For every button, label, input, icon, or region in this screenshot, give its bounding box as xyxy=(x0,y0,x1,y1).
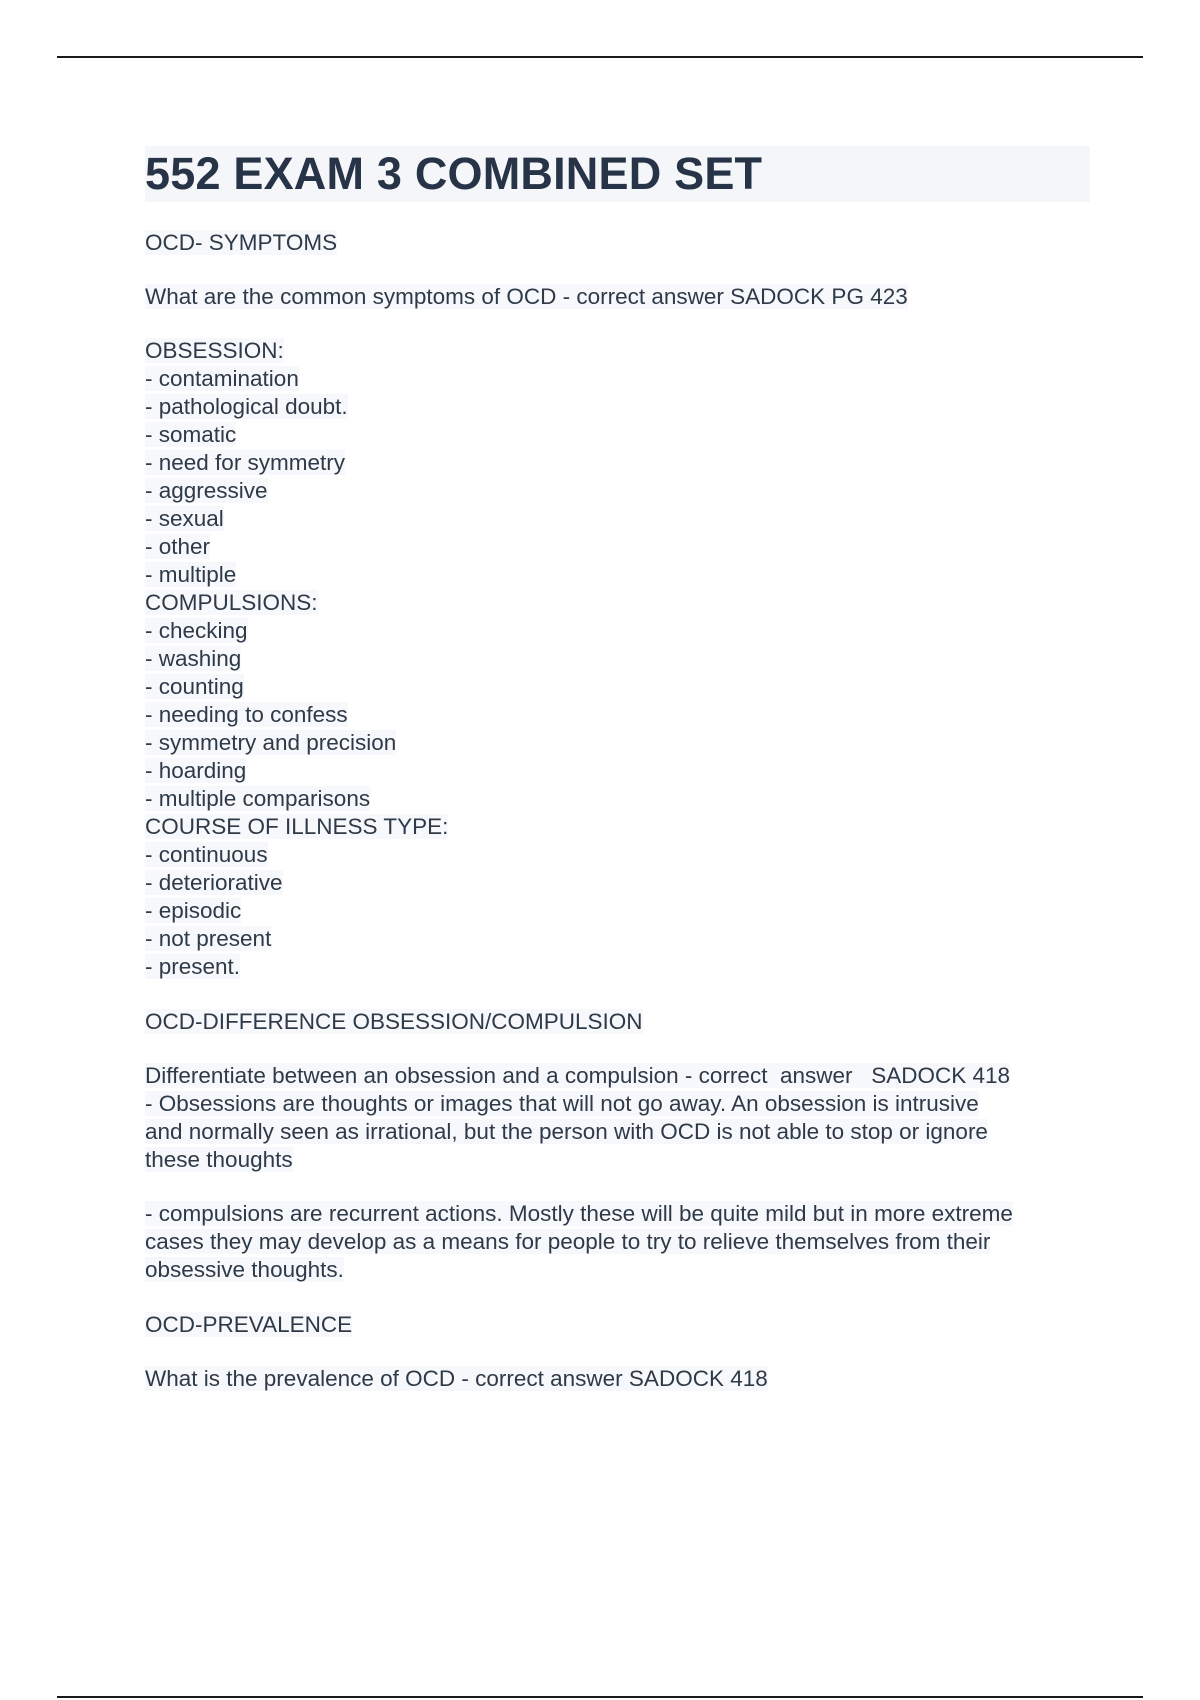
answer-line: - aggressive xyxy=(145,478,268,503)
section-ocd-difference xyxy=(145,1008,1090,1284)
answer-list xyxy=(145,337,1090,981)
section-ocd-symptoms xyxy=(145,229,1090,981)
top-rule xyxy=(57,56,1143,58)
bottom-rule xyxy=(57,1696,1143,1698)
section-ocd-prevalence xyxy=(145,1311,1090,1393)
question-line: and normally seen as irrational, but the person with OCD is not able to stop or ignore xyxy=(145,1119,988,1144)
answer-line: - multiple comparisons xyxy=(145,786,371,811)
answer-line: OBSESSION: xyxy=(145,338,284,363)
answer-line: - deteriorative xyxy=(145,870,283,895)
answer-line: - hoarding xyxy=(145,758,247,783)
answer-line: - symmetry and precision xyxy=(145,730,397,755)
answer-line: - counting xyxy=(145,674,244,699)
paragraph-line: obsessive thoughts. xyxy=(145,1257,344,1282)
paragraph-line: - compulsions are recurrent actions. Mostly these will be quite mild but in more extreme xyxy=(145,1201,1013,1226)
answer-line: COMPULSIONS: xyxy=(145,590,318,615)
answer-line: - multiple xyxy=(145,562,237,587)
answer-line: - sexual xyxy=(145,506,224,531)
answer-line: - needing to confess xyxy=(145,702,348,727)
answer-line: - somatic xyxy=(145,422,237,447)
answer-line: - other xyxy=(145,534,211,559)
answer-line: - washing xyxy=(145,646,242,671)
question-line: - Obsessions are thoughts or images that will not go away. An obsession is intrusive xyxy=(145,1091,979,1116)
paragraph-line: cases they may develop as a means for people to try to relieve themselves from their xyxy=(145,1229,991,1254)
document-title: 552 EXAM 3 COMBINED SET xyxy=(145,146,1090,202)
question-text: What is the prevalence of OCD - correct answer SADOCK 418 xyxy=(145,1366,768,1391)
section-heading: OCD-PREVALENCE xyxy=(145,1312,353,1337)
answer-line: - contamination xyxy=(145,366,299,391)
answer-line: - present. xyxy=(145,954,241,979)
answer-line: - episodic xyxy=(145,898,242,923)
question-line: these thoughts xyxy=(145,1147,293,1172)
answer-line: COURSE OF ILLNESS TYPE: xyxy=(145,814,449,839)
section-heading: OCD- SYMPTOMS xyxy=(145,230,338,255)
answer-line: - pathological doubt. xyxy=(145,394,348,419)
question-text xyxy=(145,1062,1090,1174)
answer-paragraph xyxy=(145,1200,1090,1284)
answer-line: - not present xyxy=(145,926,272,951)
document-body xyxy=(145,146,1090,1393)
answer-line: - continuous xyxy=(145,842,268,867)
question-text: What are the common symptoms of OCD - correct answer SADOCK PG 423 xyxy=(145,284,908,309)
section-heading: OCD-DIFFERENCE OBSESSION/COMPULSION xyxy=(145,1009,643,1034)
answer-line: - checking xyxy=(145,618,248,643)
question-line: Differentiate between an obsession and a compulsion - correct answer SADOCK 418 xyxy=(145,1063,1011,1088)
answer-line: - need for symmetry xyxy=(145,450,346,475)
